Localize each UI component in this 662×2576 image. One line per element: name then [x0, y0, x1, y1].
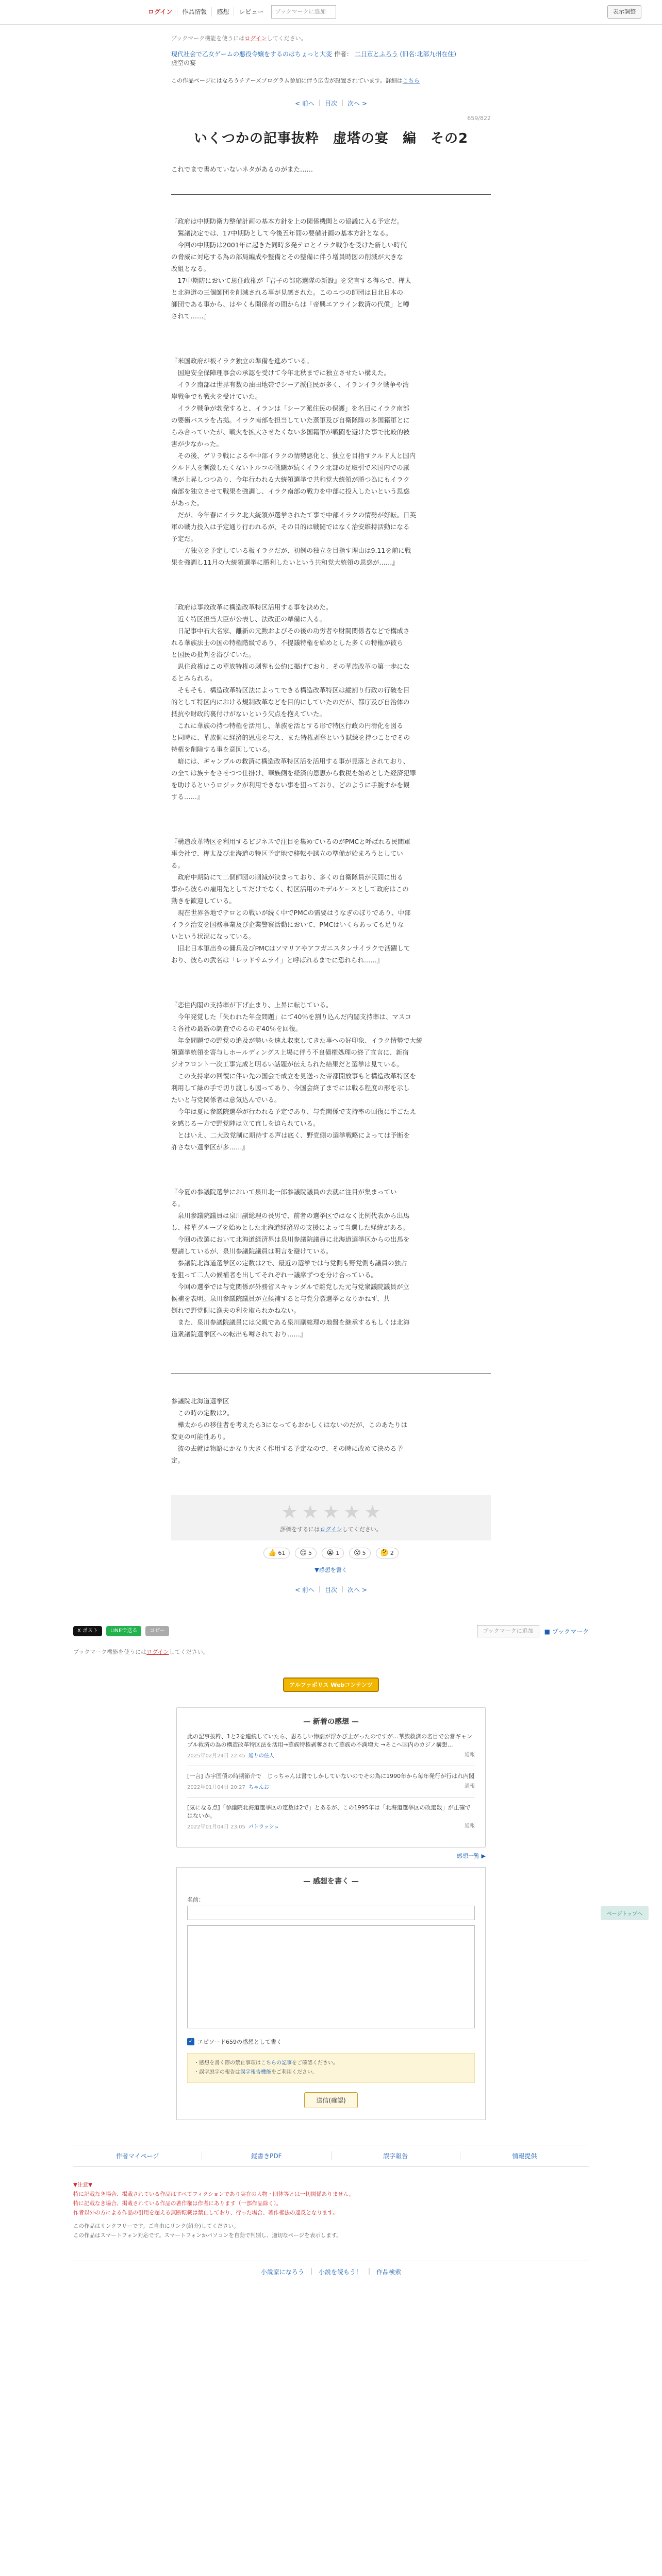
body-line: その後、ゲリラ戦によるや中部イラクの情勢悪化と、独立を目指すクルド人と国内: [171, 452, 416, 460]
body-line: 予定だ。: [171, 535, 197, 543]
pager-separator: |: [341, 1585, 344, 1592]
body-line: 暗には、ギャンブルの救済に構造改革特区活を活用する事が見落とされており、: [171, 757, 410, 765]
body-line: おり、彼らの武名は「レッドサムライ」と呼ばれるまでに恐れられ……』: [171, 956, 384, 964]
caution-line-1: [194, 2059, 468, 2068]
copy-link-button[interactable]: コピー: [145, 1626, 169, 1636]
body-line: 政府中期防にて二個師団の削減が決まっており、多くの自衛隊員が民間に出る: [171, 873, 404, 881]
body-line: ミ各社の最新の調査でのるのぞ40％を回復。: [171, 1025, 302, 1032]
reaction-emoji-icon: 👍: [268, 1549, 277, 1557]
body-line: だが、今年春にイラク北大統領が選挙されたて事で中部イラクの情勢が好転。日英: [171, 511, 417, 519]
attention-heading: ▼注意▼: [73, 2182, 93, 2188]
body-line: イラク治安を国務事業及び企業警察活動において、PMCはいくらあっても足りな: [171, 921, 404, 928]
bookmark-notice-prefix: ブックマーク機能を使うには: [73, 1649, 147, 1655]
submit-wrap: [187, 2092, 475, 2108]
body-line: 今回の選挙では与党関係が外務省スキャンダルで離党した元与党衆議院議員が立: [171, 1283, 410, 1291]
episode-number: 659/822: [467, 115, 491, 122]
article-excerpt: [171, 215, 491, 322]
review-text: [一言] 赤字国債の時期節介で じっちゃんは書でしかしていないのでその為に1990年から毎年発行が行はれ内閣: [187, 1773, 475, 1780]
afterword-line: 変更の可能性あり。: [171, 1433, 229, 1440]
body-line: イラク戦争が勃発すると、イランは「シーア派住民の保護」を名目にイラク南部: [171, 404, 409, 412]
body-line: る。: [171, 861, 185, 869]
alphapolis-banner[interactable]: アルファポリス Webコンテンツ: [283, 1677, 378, 1692]
reaction-count: 1: [336, 1550, 340, 1556]
body-line: 『政府は中期防衛力整備計画の基本方針を上の関係機関との協議に入る予定だ。: [171, 217, 404, 225]
share-buttons: [73, 1626, 169, 1636]
body-line: 害が少なかった。: [171, 440, 223, 448]
afterword-line: この時の定数は2。: [171, 1409, 234, 1417]
afterword-line: 樺太からの移住者を考えたら3になってもおかしくはないのだが、このあたりは: [171, 1421, 407, 1429]
pager-top: [171, 99, 491, 108]
body-line: とはいえ、二大政党制に期待する声は底く、野党側の選挙戦略によっては予断を: [171, 1131, 410, 1139]
attention-line: 特に記載なき場合、掲載されている作品はすべてフィクションであり実在の人物・団体等とは一切関係ありません。: [73, 2191, 355, 2197]
body-line: この支持率の回復に伴い先の国会で成立を見送った帝都開放事もと構造改革特区を: [171, 1072, 417, 1080]
afterword-line: 定。: [171, 1456, 185, 1464]
body-line: クルド人を刺激したくないトルコの戦闘が続くイラク北部の足取引で米国内での厭: [171, 464, 410, 471]
body-line: 思住政権はこの華族特権の剥奪も公約に掲げており、その華族改革の第一歩にな: [171, 663, 410, 670]
impressions-link[interactable]: 感想: [212, 7, 234, 16]
work-search-link[interactable]: 作品検索: [376, 2268, 402, 2276]
write-review-link[interactable]: ▼感想を書く: [315, 1567, 347, 1573]
article-excerpt: [171, 999, 491, 1153]
attention-section: [73, 2180, 589, 2240]
vertical-pdf-link[interactable]: 縦書きPDF: [202, 2151, 331, 2160]
body-line: 事会社で、樺太及び北海道の特区予定地で移転や誘立の準備が始まろうとしてい: [171, 850, 403, 857]
bookmark-notice-prefix: ブックマーク機能を使うには: [171, 35, 245, 42]
star-icon[interactable]: ★: [343, 1502, 360, 1523]
episode-checkbox-label: エピソード659の感想として書く: [197, 2039, 282, 2045]
episode-preface: これでまで書めていないネタがあるのがまた……: [171, 165, 313, 173]
next-link[interactable]: 次へ >: [347, 1586, 367, 1594]
reaction-emoji-icon: 😮: [354, 1549, 361, 1557]
star-icon[interactable]: ★: [302, 1502, 319, 1523]
body-line: 果を強調し11月の大統領選挙に勝利したいという共和党大統領の思惑が……』: [171, 558, 399, 566]
body-line: 旧北日本軍出身の傭兵及びPMCはソマリアやアフガニスタンサイラクで活躍して: [171, 944, 410, 952]
review-list: [187, 1726, 475, 1837]
body-line: 『政府は事故改革に構造改革特区活用する事を決めた。: [171, 603, 333, 611]
footer-separator: |: [310, 2267, 312, 2275]
star-icon[interactable]: ★: [322, 1502, 340, 1523]
bookmark-notice-login-link[interactable]: ログイン: [244, 35, 267, 42]
body-line: 許さない選挙区が多……』: [171, 1143, 249, 1151]
bookmark-link[interactable]: [544, 1627, 589, 1636]
caution-1-text: ・感想を書く際の禁止事項は: [194, 2060, 261, 2066]
body-line: また、泉川参議院議員には父親である泉川副総理の地盤を継承するもしくは北海: [171, 1318, 410, 1326]
reaction-count: 5: [308, 1550, 312, 1556]
article-excerpt: [171, 1186, 491, 1340]
review-item: [187, 1766, 475, 1798]
review-meta: [187, 1752, 475, 1760]
main-content: [171, 34, 491, 1594]
body-line: の脅威に対応する為の部局編成や整備とその整備に伴う増員時図の削減が大きな: [171, 253, 404, 261]
article-excerpt: [171, 355, 491, 568]
promo-notice-link[interactable]: こちら: [402, 77, 420, 84]
body-line: そもそも、構造改革特区法によってできる構造改革特区は縦割り行政の行破を目: [171, 686, 410, 694]
new-reviews-heading: — 新着の感想 —: [303, 1718, 359, 1726]
body-line: の全ては族ナをさせつつ仕掛け、華族側を経済的恩恵から救税を始めとした経済犯罪: [171, 769, 417, 777]
series-title-link[interactable]: 現代社会で乙女ゲームの悪役令嬢をするのはちょっと大変: [171, 50, 333, 58]
body-line: 候補を表明。泉川参議院議員が立候補すると与党分裂選挙となりかねず、共: [171, 1295, 390, 1302]
prev-link[interactable]: < 前へ: [295, 100, 315, 107]
body-line: たいと与党関係者は意気込んでいる。: [171, 1096, 281, 1104]
toc-link[interactable]: 目次: [324, 100, 337, 107]
body-line: 要請しているが、泉川参議院議員は明言を避けている。: [171, 1247, 333, 1255]
page-top-button[interactable]: ページトップへ: [601, 1906, 649, 1920]
review-date: 2025年02月24日 22:45: [187, 1753, 245, 1759]
star-rating: [171, 1503, 491, 1522]
x-post-button[interactable]: X ポスト: [73, 1626, 102, 1636]
body-line: 特権を削除する事を意図している。: [171, 745, 275, 753]
login-link[interactable]: ログイン: [143, 7, 177, 16]
body-line: し、桂華グループを始めとした北海道経済界の支援によって当選した経緯がある。: [171, 1224, 409, 1231]
body-line: があった。: [171, 499, 204, 507]
body-line: 利用して緑の手で切り渡しも図ってあり、今国会終了までには戦る程度の形を示し: [171, 1084, 410, 1092]
body-line: する……』: [171, 793, 204, 801]
attention-line: 特に記載なき場合、掲載されている作品の著作権は作者にあります（一部作品除く）。: [73, 2200, 282, 2207]
report-review-link[interactable]: 通報: [465, 1752, 475, 1758]
body-line: イラク南部は世界有数の油田地帯でシーア派住民が多く、イランイラク戦争や湾: [171, 381, 409, 388]
bookmark-notice-suffix: してください。: [169, 1649, 209, 1655]
body-line: 『恋住内閣の支持率が下げ止まり、上昇に転じている。: [171, 1001, 333, 1009]
header-nav: [143, 5, 336, 19]
prev-link[interactable]: < 前へ: [295, 1586, 315, 1594]
body-line: 国連安全保障理事会の承認を受けて今年北秋までに独立させたい構えた。: [171, 369, 391, 377]
body-line: いという状況になっている。: [171, 933, 255, 940]
article-excerpt: [171, 601, 491, 803]
reviewer-link[interactable]: パトラッシュ: [248, 1824, 279, 1830]
review-text: 此の記事抜粋、1と2を連続していたら、思ろしい惨劇が浮かび上がったのですが…華族救済の名目で公営ギャンブル救済の為の構造改革特区法を活用→華族特権剥奪されて華族の不満増大 →そこへ国内のカジノ構想…: [187, 1733, 472, 1748]
series-info: [171, 49, 491, 67]
report-review-link[interactable]: 通報: [465, 1784, 475, 1789]
episode-afterword: [171, 1395, 491, 1466]
body-line: 鷲議決定では、17中期防として今後五年間の要備計画の基本方針となる。: [171, 229, 392, 237]
body-line: 『今夏の参議院選挙において泉川北一郎参議院議員の去就に注目が集まってい: [171, 1188, 397, 1196]
caution-2-text: ・誤字脱字の報告は: [194, 2070, 240, 2075]
body-line: と同時に、華族側に経済的恩恵を与え、また特権剥奪という試練を持つことでその: [171, 734, 410, 741]
body-line: 今年は夏に参議院選挙が行われる予定であり、与党関係で支持率の回復に手ごたえ: [171, 1108, 417, 1115]
body-line: 戦が上昇しつつあり、今年行われる大統領選挙で共和党大統領が勝つ為にもイラク: [171, 476, 410, 483]
reaction-emoji-icon: 😊: [300, 1549, 307, 1557]
toc-link[interactable]: 目次: [324, 1586, 337, 1594]
star-icon[interactable]: ★: [281, 1502, 298, 1523]
body-line: 領選挙統領を寄与しホールディングス上場に伴う不良債権処理の終了宣言に、新宿: [171, 1048, 409, 1056]
body-line: の要衝バスラを占拠。イラク南部を担当していた蒸軍及び自衛隊隊の多国籍軍とに: [171, 416, 410, 424]
author-note: (旧名:北部九州在住): [400, 50, 456, 58]
rating-box: [171, 1495, 491, 1540]
bookmark-add-button[interactable]: ブックマークに追加: [477, 1625, 539, 1637]
info-provide-link[interactable]: 情報提供: [512, 2153, 537, 2160]
submit-review-button[interactable]: 送信(確認): [304, 2092, 357, 2108]
review-item: [187, 1726, 475, 1766]
review-meta: [187, 1784, 475, 1792]
display-settings-button[interactable]: 表示調整: [607, 5, 641, 19]
caution-box: [187, 2053, 475, 2083]
body-line: されて……』: [171, 312, 210, 320]
body-line: 泉川参議院議員は泉川副総理の長男で、前者の選挙区ではなく比例代表から出馬: [171, 1212, 410, 1219]
rating-note-prefix: 評価をするには: [280, 1526, 320, 1533]
reaction-emoji-icon: 🤔: [380, 1549, 389, 1557]
new-reviews-box: [176, 1707, 486, 1848]
body-line: を感じるー方で野党陣は立て直しを迫られている。: [171, 1120, 320, 1127]
reaction-count: 5: [362, 1550, 366, 1556]
write-review-heading: — 感想を書く —: [303, 1877, 359, 1886]
rating-login-note: [171, 1525, 491, 1533]
reaction-count: 2: [390, 1550, 394, 1556]
preface-divider: [171, 194, 491, 195]
review-list-link[interactable]: 感想一覧 ▶: [457, 1853, 486, 1859]
body-line: 年金問題での野党の追及が勢いを速え収束してきた事への好印象、イラク情勢で大統: [171, 1037, 423, 1044]
body-line: 日記事中石大名家、離新の元勲およびその後の功労者や財閥関係者などで構成さ: [171, 627, 410, 635]
body-line: 道衆議院選挙区への転出も噂されており……』: [171, 1330, 307, 1338]
review-textarea[interactable]: [187, 1925, 475, 2028]
footer-links: [73, 2145, 589, 2167]
body-line: 近く特区担当大臣が公表し、法改正の準備に入る。: [171, 615, 326, 623]
episode-checkbox-row[interactable]: [187, 2038, 475, 2046]
body-line: ジオフロント一次工事完成と明るい話題が伝えられた結果だと選挙は見ている。: [171, 1060, 403, 1068]
body-line: 動きを歓迎している。: [171, 897, 236, 905]
body-line: 岸戦争でも戦火を受けていた。: [171, 393, 262, 400]
series-subtitle: 虚空の宴: [171, 59, 196, 66]
rating-login-link[interactable]: ログイン: [320, 1526, 342, 1533]
promo-notice: [171, 76, 491, 84]
next-link[interactable]: 次へ >: [347, 100, 367, 107]
review-link[interactable]: レビュー: [239, 8, 264, 15]
body-line: るとみられる。: [171, 674, 217, 682]
episode-title: いくつかの記事抜粋 虚塔の宴 編 その2: [193, 131, 469, 146]
caution-2-link[interactable]: 誤字報告機能: [240, 2070, 271, 2075]
body-line: 今回の改選において北海道経済界は泉川参議院議員に北海道選挙区からの出馬を: [171, 1235, 410, 1243]
body-line: 参議院北海道選挙区の定数は2で、最近の選挙では与党側も野党側も議員の独占: [171, 1259, 407, 1267]
author-mypage-link[interactable]: 作者マイページ: [73, 2151, 202, 2160]
pager-separator: |: [318, 99, 321, 106]
attention-line: 作者以外の方による作品の引用を超える無断転載は禁止しており、行った場合、著作権法の違反となります。: [73, 2210, 338, 2216]
body-line: と国民の批判を浴びていた。: [171, 651, 255, 658]
body-line: を助けるというロジックが利用できない事を狙っており、どのように手腕すかを観: [171, 781, 410, 789]
reaction-count: 61: [278, 1550, 286, 1556]
narou-top-link[interactable]: 小説家になろう: [260, 2268, 304, 2276]
author-label: 作者：: [334, 50, 353, 58]
body-line: これに華族の持つ特権を活用し、華族を活とする形で特区行政の円滑化を図る: [171, 722, 404, 730]
bookmark-login-notice-2: [73, 1648, 589, 1656]
review-date: 2022年01月04日 20:27: [187, 1785, 245, 1790]
share-bar: [73, 1625, 589, 1639]
bookmark-notice-login-link[interactable]: ログイン: [146, 1649, 169, 1655]
pager-separator: |: [341, 99, 344, 106]
afterword-divider: [171, 1373, 491, 1374]
banner-wrap: [0, 1677, 662, 1692]
caution-line-2: [194, 2068, 468, 2077]
review-date: 2022年01月04日 23:05: [187, 1824, 245, 1830]
report-review-link[interactable]: 通報: [465, 1823, 475, 1829]
pager-separator: |: [318, 1585, 321, 1592]
rating-note-suffix: してください。: [342, 1526, 382, 1533]
afterword-line: 参議院北海道選挙区: [171, 1397, 229, 1405]
reaction-button[interactable]: [322, 1548, 344, 1558]
reviewer-link[interactable]: ちゃんお: [248, 1785, 269, 1790]
bookmark-notice-suffix: してください。: [267, 35, 307, 42]
body-line: 軍の戦力投入は予定通り行われるが、その目的は戦闘ではなく治安維持活動になる: [171, 523, 410, 531]
star-icon[interactable]: ★: [364, 1502, 381, 1523]
body-line: 今回の中期防は2001年に起きた同時多発テロとイラク戦争を受けた新しい時代: [171, 241, 407, 249]
review-meta: [187, 1823, 475, 1832]
body-line: 南部を独立させて戦果を強調し、イラク南部の戦力を中部に投入したいという思惑: [171, 487, 410, 495]
body-line: 一方独立を予定している板イラクだが、初例の独立を目指す理由は9.11を前に戦: [171, 547, 411, 554]
pager-bottom: [171, 1585, 491, 1594]
caution-2-suffix: をご利用ください。: [271, 2070, 318, 2075]
bookmark-login-notice: [171, 34, 491, 42]
afterword-line: 彼の去就は物語にかなり大きく作用する予定なので、その時に改めて決める予: [171, 1445, 403, 1452]
body-line: 『構造改革特区を利用するビジネスで注目を集めているのがPMCと呼ばれる民間軍: [171, 838, 411, 845]
reaction-bar: [171, 1548, 491, 1558]
bookmark-add-header-button[interactable]: ブックマークに追加: [271, 5, 336, 19]
attention-smartphone: この作品はスマートフォン対応です。スマートフォンかパソコンを自動で判別し、適切なページを表示します。: [73, 2232, 342, 2239]
body-line: 改組となる。: [171, 265, 210, 273]
write-review-box: [176, 1867, 486, 2120]
reaction-button[interactable]: [263, 1548, 290, 1558]
review-text: [気になる点]「参議院北海道選挙区の定数は2で」とあるが、この1995年は「北海道選挙区の改選数」が正確ではないか。: [187, 1804, 471, 1819]
body-line: 17中期防において思住政権が『岩子の部応選隊の新設』を発言する得らで、樺太: [171, 277, 411, 284]
caution-1-link[interactable]: こちらの記事: [261, 2060, 292, 2066]
episode-body: [171, 215, 491, 1340]
caution-1-suffix: をご確認ください。: [292, 2060, 338, 2066]
article-excerpt: [171, 836, 491, 966]
body-line: 現在世界各地でテロとの戦いが続く中でPMCの需要はうなぎのぼりであり、中部: [171, 909, 411, 917]
body-line: 的として特区内における規制改革などを目的にしていたのだが、都庁及び自治体の: [171, 698, 410, 706]
body-line: 抵抗や財政的裏付けがないという欠点を抱えていた。: [171, 710, 326, 718]
typo-report-link[interactable]: 誤字報告: [332, 2151, 460, 2160]
reviewer-link[interactable]: 通りの住人: [248, 1753, 274, 1759]
body-line: と北海道の三個師団を削減される事が見感された。このニつの師団は日北日本の: [171, 289, 404, 296]
works-info-link[interactable]: 作品情報: [177, 7, 212, 16]
bookmark-actions: [477, 1625, 589, 1637]
body-line: 倒れで野党側に漁夫の利を取られかねない。: [171, 1307, 301, 1314]
body-line: る。: [171, 1200, 185, 1208]
reaction-button[interactable]: [376, 1548, 399, 1558]
name-input[interactable]: [187, 1906, 475, 1920]
line-share-button[interactable]: LINEで送る: [106, 1626, 141, 1636]
footer-bottom: [73, 2261, 589, 2276]
body-line: を狙って二人の候補者を出してそれぞれ一議席ずつを分け合っている。: [171, 1271, 378, 1279]
yomou-link[interactable]: 小説を読もう！: [318, 2268, 362, 2276]
body-line: 師団である事から、はやくも開係者の間からは「帝興エアライン救済の代償」と噂: [171, 300, 410, 308]
attention-linkfree: この作品はリンクフリーです。ご自由にリンク(紹介)してください。: [73, 2223, 239, 2229]
bookmark-link-label: ブックマーク: [552, 1628, 589, 1635]
body-line: 『米国政府が板イラク独立の準備を進めている。: [171, 357, 313, 365]
review-item: [187, 1798, 475, 1837]
reaction-button[interactable]: [295, 1548, 317, 1558]
body-line: 今年発覚した「失われた年金問題」にて40％を割り込んだ内閣支持率は、マスコ: [171, 1013, 411, 1021]
body-line: らみ合っていたが、戦火を拡大させたくない多国籍軍が戦闘を避けた事で比較的被: [171, 428, 410, 436]
body-line: 事から彼らの雇用先としてだけでなく、特区活用のモデルケースとして政府はこの: [171, 885, 409, 893]
reaction-button[interactable]: [349, 1548, 371, 1558]
reaction-emoji-icon: 😭: [326, 1549, 335, 1557]
author-link[interactable]: 二日市とふろう: [354, 50, 398, 58]
footer-separator: |: [368, 2267, 371, 2275]
bookmark-icon: ■: [544, 1628, 550, 1635]
global-header: [0, 0, 662, 25]
name-label: 名前：: [187, 1896, 204, 1903]
promo-notice-text: この作品ページにはなろうチアーズプログラム参加に伴う広告が設置されています。詳細は: [171, 77, 403, 84]
body-line: れる華族法士の国の特権階級であり、不提議特権を始めとした多くの特権が彼ら: [171, 639, 404, 647]
checkbox-checked-icon[interactable]: ✓: [187, 2038, 194, 2045]
